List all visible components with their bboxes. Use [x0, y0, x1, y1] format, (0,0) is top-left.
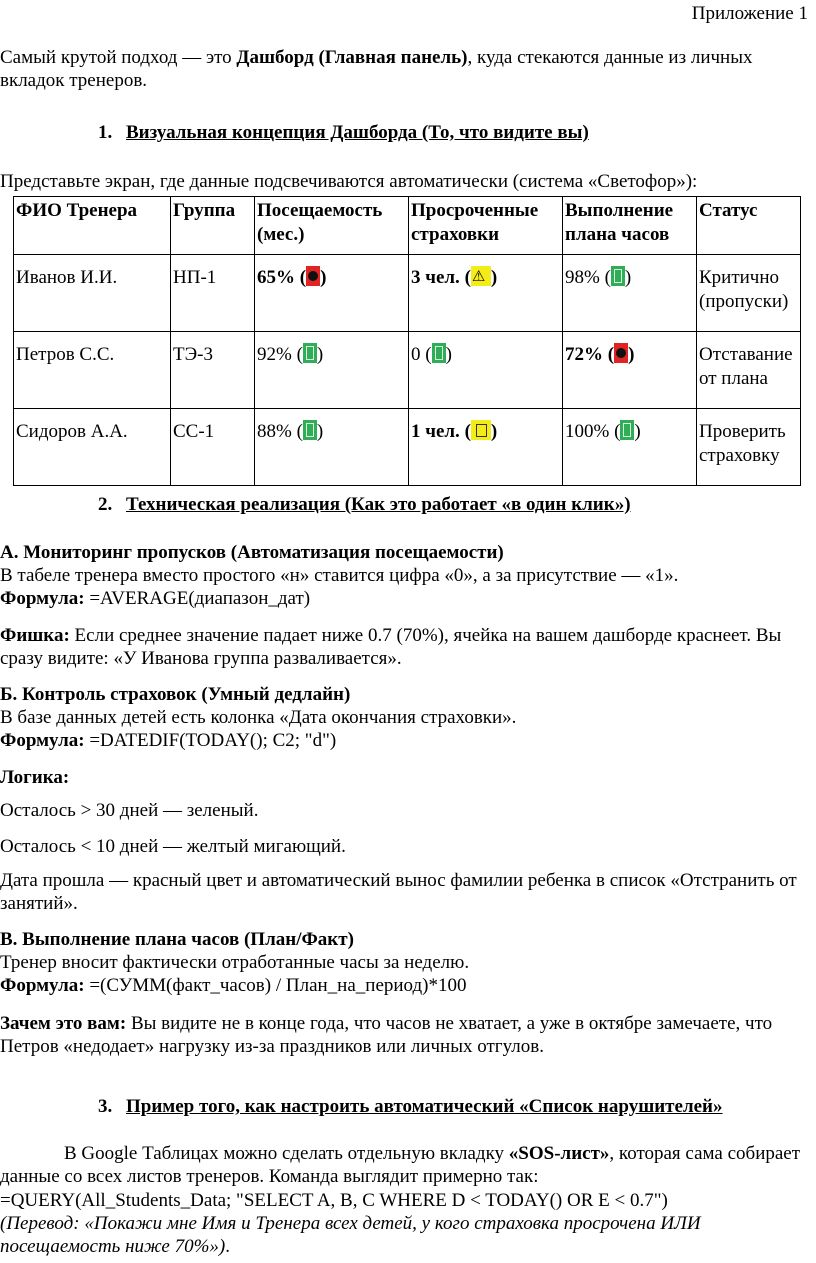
cell-group: НП-1: [171, 255, 255, 332]
red-light-icon: [614, 343, 628, 363]
green-light-icon: [611, 266, 625, 286]
green-light-icon: [432, 343, 446, 363]
section-3-heading: [98, 1095, 723, 1118]
table-intro: Представьте экран, где данные подсвечиваются автоматически (система «Светофор»):: [0, 171, 698, 192]
translation-text: (Перевод: «Покажи мне Имя и Тренера всех детей, у кого страховка просрочена ИЛИ посещаемость ниже 70%»): [0, 1213, 701, 1257]
section-2-number: 2.: [98, 494, 113, 515]
header-status: Статус: [697, 197, 801, 255]
table-row: [14, 332, 801, 409]
sos-sheet-name: «SOS-лист»: [508, 1143, 610, 1164]
header-group: Группа: [171, 197, 255, 255]
cell-attendance: 88% ( ): [255, 409, 409, 486]
cell-plan: 98% ( ): [563, 255, 697, 332]
tip-text: Если среднее значение падает ниже 0.7 (70%), ячейка на вашем дашборде краснеет. Вы сразу видите: «У Иванова группа разваливается».: [0, 625, 782, 669]
logic-red: Дата прошла — красный цвет и автоматический вынос фамилии ребенка в список «Отстранить от занятий».: [0, 870, 797, 914]
section-3-number: 3.: [98, 1096, 113, 1117]
cell-attendance: 92% ( ): [255, 332, 409, 409]
cell-group: СС-1: [171, 409, 255, 486]
subsection-b: Б. Контроль страховок (Умный дедлайн) В базе данных детей есть колонка «Дата окончания страховки». Формула: =DATEDIF(TODAY(); C2; "d"): [0, 684, 517, 751]
formula-average: =AVERAGE(диапазон_дат): [84, 588, 311, 609]
table-row: [14, 409, 801, 486]
intro-text-end: , куда стекаются данные из личных вкладок тренеров.: [0, 47, 753, 91]
subsection-a: А. Мониторинг пропусков (Автоматизация посещаемости) В табеле тренера вместо простого «н» ставится цифра «0», а за присутствие — «1». Формула: =AVERAGE(диапазон_дат): [0, 542, 679, 609]
cell-insurance: 0 ( ): [409, 332, 563, 409]
section-1-title: Визуальная концепция Дашборда (То, что видите вы): [126, 122, 589, 143]
section-1-heading: [98, 121, 589, 144]
why-paragraph: Зачем это вам: Вы видите не в конце года, что часов не хватает, а уже в октябре замечаете, что Петров «недодает» нагрузку из-за праздников или личных отгулов.: [0, 1013, 773, 1057]
logic-label: Логика:: [0, 767, 70, 788]
formula-plan: =(СУММ(факт_часов) / План_на_период)*100: [84, 975, 467, 996]
subsection-c-text: Тренер вносит фактически отработанные часы за неделю.: [0, 952, 470, 973]
formula-datedif: =DATEDIF(TODAY(); C2; "d"): [84, 730, 337, 751]
red-light-icon: [306, 266, 320, 286]
dashboard-table: [13, 196, 801, 486]
cell-attendance: 65% ( ): [255, 255, 409, 332]
final-paragraph: В Google Таблицах можно сделать отдельную вкладку «SOS-лист», которая сама собирает данные со всех листов тренеров. Команда выглядит примерно так:: [0, 1143, 801, 1187]
subsection-c: В. Выполнение плана часов (План/Факт) Тренер вносит фактически отработанные часы за неделю. Формула: =(СУММ(факт_часов) / План_на_период)*100: [0, 929, 470, 996]
section-1-number: 1.: [98, 122, 113, 143]
why-text: Вы видите не в конце года, что часов не хватает, а уже в октябре замечаете, что Петров «недодает» нагрузку из-за праздников или личных отгулов.: [0, 1013, 773, 1057]
header-attendance: Посещаемость (мес.): [255, 197, 409, 255]
green-light-icon: [303, 420, 317, 440]
header-insurance: Просроченные страховки: [409, 197, 563, 255]
cell-plan: 72% ( ): [563, 332, 697, 409]
subsection-c-title: В. Выполнение плана часов (План/Факт): [0, 929, 354, 950]
header-trainer: ФИО Тренера: [14, 197, 171, 255]
cell-name: Петров С.С.: [14, 332, 171, 409]
translation-paragraph: (Перевод: «Покажи мне Имя и Тренера всех детей, у кого страховка просрочена ИЛИ посещаемость ниже 70%»).: [0, 1213, 701, 1257]
warning-icon: ⚠: [471, 266, 491, 286]
cell-insurance: 1 чел. ( ): [409, 409, 563, 486]
cell-name: Сидоров А.А.: [14, 409, 171, 486]
section-2-heading: [98, 493, 631, 516]
green-light-icon: [303, 343, 317, 363]
yellow-light-icon: [471, 420, 491, 440]
header-plan: Выполнение плана часов: [563, 197, 697, 255]
logic-green: Осталось > 30 дней — зеленый.: [0, 800, 259, 821]
section-3-title: Пример того, как настроить автоматический «Список нарушителей»: [126, 1096, 723, 1117]
subsection-b-text: В базе данных детей есть колонка «Дата окончания страховки».: [0, 707, 517, 728]
cell-group: ТЭ-3: [171, 332, 255, 409]
subsection-a-text: В табеле тренера вместо простого «н» ставится цифра «0», а за присутствие — «1».: [0, 565, 679, 586]
table-header-row: [14, 197, 801, 255]
cell-name: Иванов И.И.: [14, 255, 171, 332]
cell-plan: 100% ( ): [563, 409, 697, 486]
subsection-b-title: Б. Контроль страховок (Умный дедлайн): [0, 684, 351, 705]
cell-insurance: 3 чел. ( ⚠ ): [409, 255, 563, 332]
tip-paragraph: Фишка: Если среднее значение падает ниже 0.7 (70%), ячейка на вашем дашборде краснеет. Вы сразу видите: «У Иванова группа разваливается».: [0, 625, 782, 669]
cell-status: Критично (пропуски): [697, 255, 801, 332]
appendix-label: Приложение 1: [691, 3, 808, 24]
subsection-a-title: А. Мониторинг пропусков (Автоматизация посещаемости): [0, 542, 504, 563]
cell-status: Отставание от плана: [697, 332, 801, 409]
cell-status: Проверить страховку: [697, 409, 801, 486]
query-formula: =QUERY(All_Students_Data; "SELECT A, B, C WHERE D < TODAY() OR E < 0.7"): [0, 1190, 668, 1211]
green-light-icon: [620, 420, 634, 440]
intro-text: Самый крутой подход — это: [0, 47, 237, 68]
intro-bold: Дашборд (Главная панель): [236, 47, 468, 68]
table-row: [14, 255, 801, 332]
intro-paragraph: [0, 46, 810, 92]
section-2-title: Техническая реализация (Как это работает «в один клик»): [126, 494, 631, 515]
logic-yellow: Осталось < 10 дней — желтый мигающий.: [0, 836, 346, 857]
